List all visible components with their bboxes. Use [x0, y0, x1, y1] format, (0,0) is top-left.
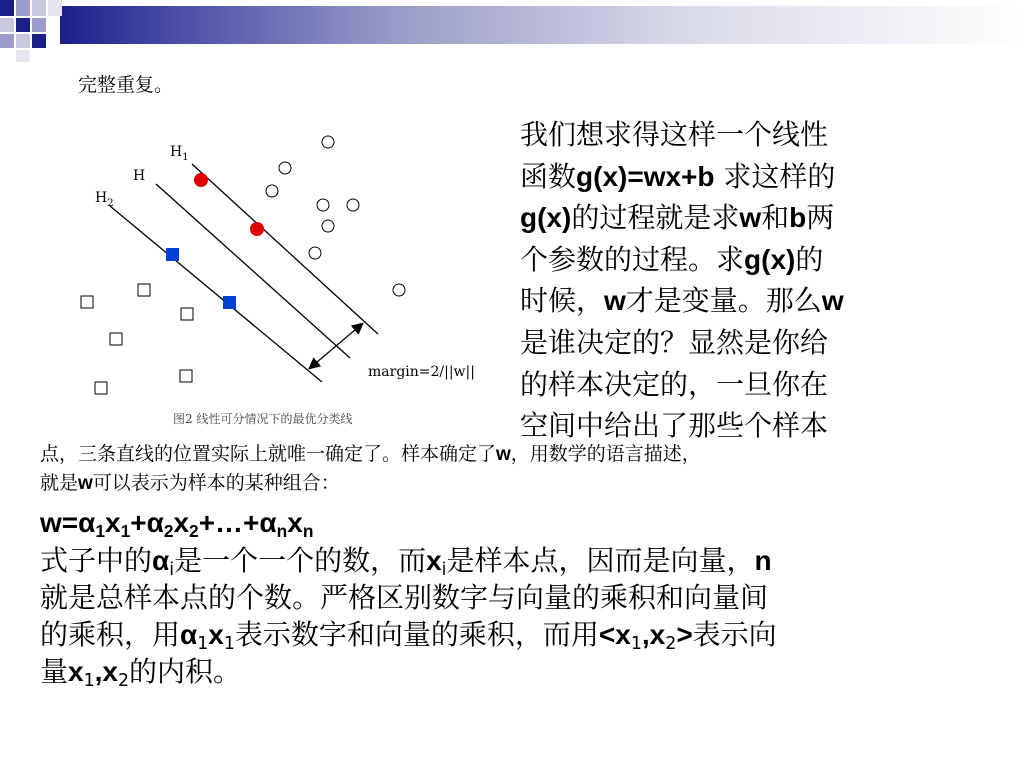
text-line: 点，三条直线的位置实际上就唯一确定了。样本确定了w，用数学的语言描述，	[40, 443, 701, 465]
positive-sample-point	[317, 199, 329, 211]
weight-formula: $w=\alpha_1x_1+\alpha_2x_2+\dots+\alpha_nx_n$	[40, 507, 314, 541]
negative-sample-point	[110, 333, 122, 345]
text-line: 我们想求得这样一个线性	[520, 118, 829, 151]
label-h2: $H_2$	[95, 190, 114, 209]
hyperplane-h1	[192, 164, 378, 334]
deco-square	[0, 18, 14, 32]
negative-sample-point	[180, 370, 192, 382]
negative-sample-point	[181, 308, 193, 320]
positive-sample-point	[322, 136, 334, 148]
negative-support-vector	[223, 296, 236, 309]
label-h: H	[133, 168, 146, 184]
text-line: 式子中的$\alpha_i$是一个一个的数，而$x_i$是样本点，因而是向量，n	[40, 544, 772, 580]
text-line: 就是总样本点的个数。严格区别数字与向量的乘积和向量间	[40, 581, 769, 614]
right-paragraph	[520, 114, 920, 447]
deco-square	[0, 34, 14, 48]
svm-figure	[70, 128, 500, 432]
negative-sample-point	[95, 382, 107, 394]
text-line: 量$x_1,x_2$的内积。	[40, 655, 242, 691]
deco-square	[32, 18, 46, 32]
negative-support-vector	[166, 248, 179, 261]
text-line: 就是w可以表示为样本的某种组合：	[40, 472, 340, 494]
text-line: 时候，w才是变量。那么w	[520, 284, 844, 318]
figure-caption: 图2 线性可分情况下的最优分类线	[173, 412, 353, 426]
positive-support-vector	[194, 173, 208, 187]
negative-sample-point	[138, 284, 150, 296]
deco-square	[16, 0, 30, 16]
positive-sample-point	[309, 247, 321, 259]
negative-sample-point	[81, 296, 93, 308]
text-line: 的样本决定的，一旦你在	[520, 367, 829, 401]
positive-sample-point	[322, 220, 334, 232]
text-line: 是谁决定的？显然是你给	[520, 325, 829, 359]
positive-sample-point	[347, 199, 359, 211]
deco-square	[32, 0, 46, 16]
header-gradient-bar	[60, 6, 1024, 44]
text-line: 个参数的过程。求g(x)的	[520, 242, 824, 276]
margin-arrow	[310, 324, 362, 368]
wide-paragraph	[40, 440, 1000, 498]
text-line: 函数g(x)=wx+b 求这样的	[520, 159, 836, 193]
text-line: 的乘积，用$\alpha_1x_1$表示数字和向量的乘积，而用$<x_1,x_2>$表示向	[40, 618, 777, 654]
deco-square	[16, 18, 30, 32]
deco-square	[16, 34, 30, 48]
positive-sample-point	[393, 284, 405, 296]
positive-support-vector	[250, 222, 264, 236]
text-line: 空间中给出了那些个样本	[520, 409, 829, 443]
deco-square	[48, 0, 62, 16]
deco-square	[0, 0, 14, 16]
deco-square	[32, 34, 46, 48]
deco-square	[16, 50, 30, 62]
margin-label: margin=2/||w||	[368, 364, 475, 380]
text-line: g(x)的过程就是求w和b两	[520, 201, 835, 235]
positive-sample-point	[279, 162, 291, 174]
label-h1: $H_1$	[170, 144, 189, 163]
svm-diagram	[70, 128, 500, 432]
slide-header-decoration	[0, 0, 1024, 64]
header-note: 完整重复。	[78, 74, 174, 96]
positive-sample-point	[266, 185, 278, 197]
body-paragraph	[40, 542, 1000, 690]
